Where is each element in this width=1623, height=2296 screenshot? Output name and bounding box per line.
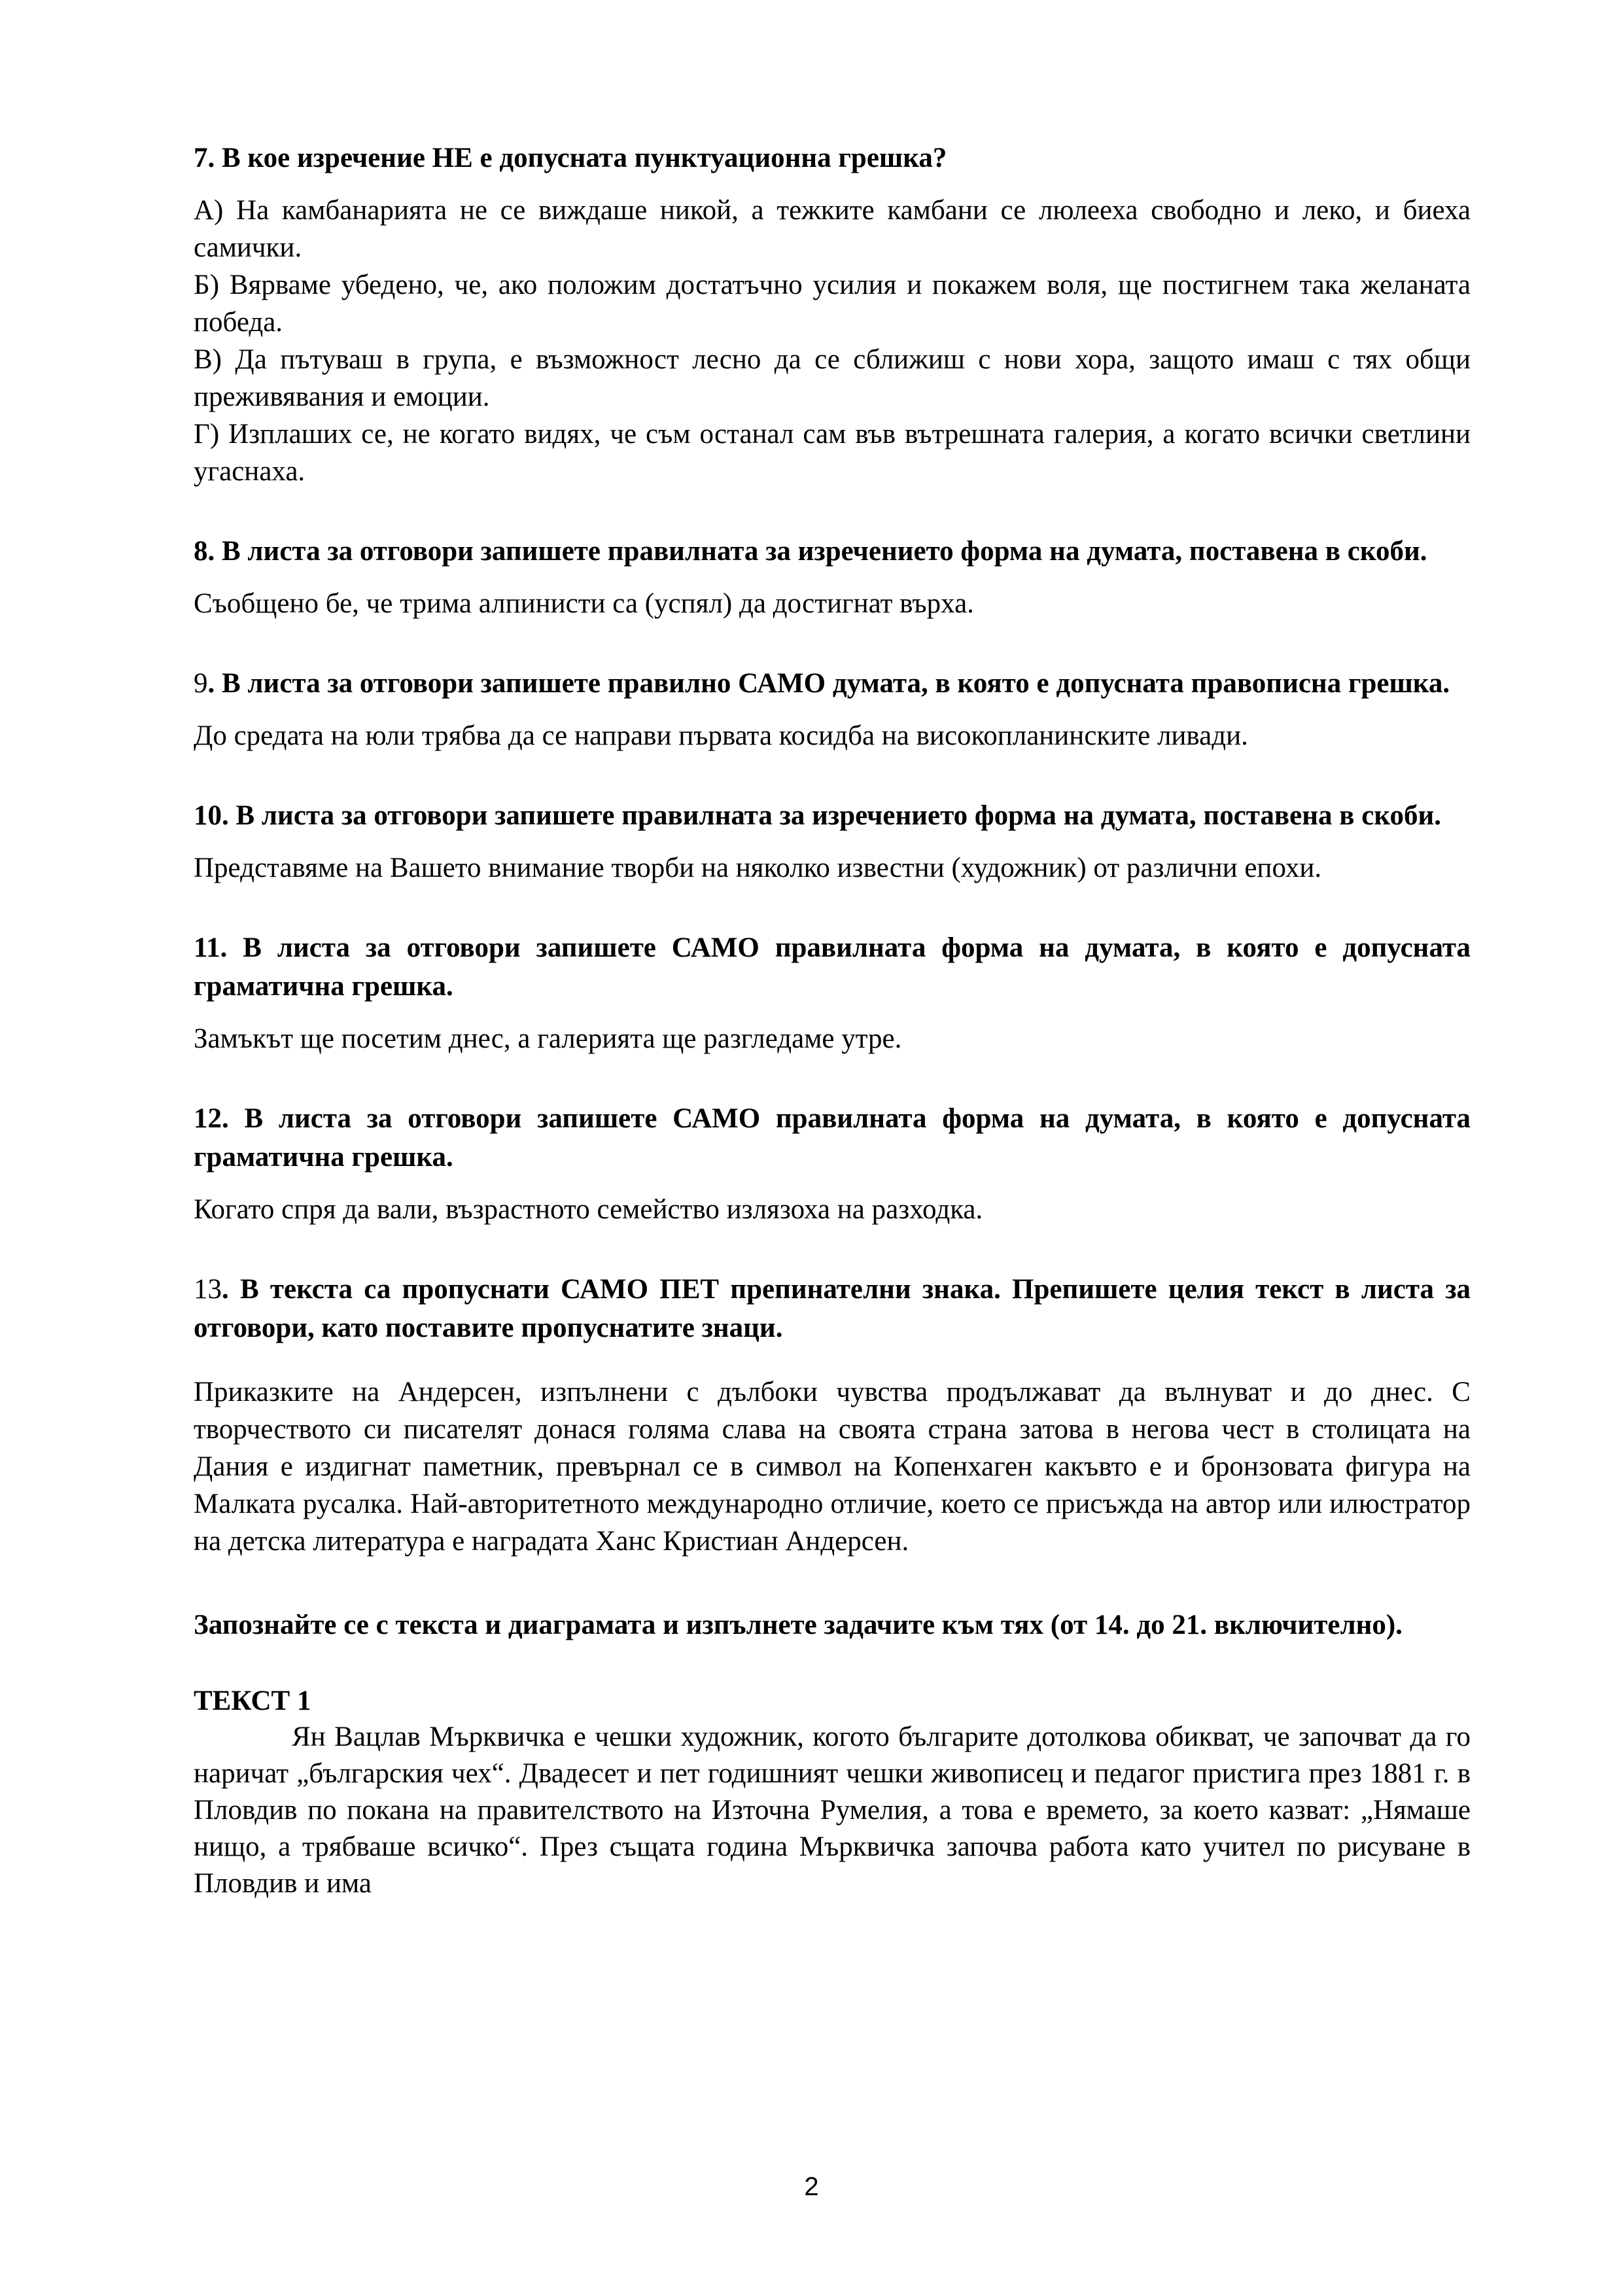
question-13-title [194, 1270, 1471, 1347]
question-8-title: 8. В листа за отговори запишете правилната за изречението форма на думата, поставена в скоби. [194, 536, 1427, 567]
question-12-sentence: Когато спря да вали, възрастното семейство излязоха на разходка. [194, 1194, 983, 1225]
question-13-passage: Приказките на Андерсен, изпълнени с дълбоки чувства продължават да вълнуват и до днес. С творчеството си писателят донася голяма слава на своята страна затова в негова чест в столицата на Дания е издигнат паметник, превърнал се в символ на Копенхаген какъвто е и бронзовата фигура на Малката русалка. Най-авторитетното международно отличие, което се присъжда на автор или илюстратор на детска литература е наградата Ханс Кристиан Андерсен. [194, 1377, 1471, 1557]
question-12-title: 12. В листа за отговори запишете САМО правилната форма на думата, в която е допусната граматична грешка. [194, 1103, 1471, 1173]
option-b: Б) Вярваме убедено, че, ако положим достатъчно усилия и покажем воля, ще постигнем така желаната победа. [194, 270, 1471, 338]
question-13-number: 13 [194, 1274, 222, 1305]
document-page [194, 98, 1471, 1902]
text-1-body: Ян Вацлав Мърквичка е чешки художник, когото българите дотолкова обикват, че започват да го наричат „българския чех“. Двадесет и пет годишният чешки живописец и педагог пристига през 1881 г. в Пловдив по покана на правителството на Източна Румелия, а това е времето, за което казват: „Нямаше нищо, а трябваше всичко“. През същата година Мърквичка започва работа като учител по рисуване в Пловдив и има [194, 1722, 1471, 1899]
question-9-instruction: . В листа за отговори запишете правилно САМО думата, в която е допусната правописна грешка. [207, 668, 1450, 699]
question-7-options [194, 192, 1471, 490]
option-d: Г) Изплаших се, не когато видях, че съм останал сам във вътрешната галерия, а когато всички светлини угаснаха. [194, 419, 1471, 487]
question-8-sentence: Съобщено бе, че трима алпинисти са (успял) да достигнат върха. [194, 588, 974, 619]
question-9-sentence: До средата на юли трябва да се направи първата косидба на високопланинските ливади. [194, 720, 1248, 751]
text-1-heading: ТЕКСТ 1 [194, 1686, 311, 1716]
option-c: В) Да пътуваш в група, е възможност лесно да се сближиш с нови хора, защото имаш с тях общи преживявания и емоции. [194, 344, 1471, 412]
question-11-sentence: Замъкът ще посетим днес, а галерията ще разгледаме утре. [194, 1023, 902, 1054]
question-10-sentence: Представяме на Вашето внимание творби на няколко известни (художник) от различни епохи. [194, 853, 1322, 883]
question-9-number: 9 [194, 668, 208, 699]
section-intro: Запознайте се с текста и диаграмата и изпълнете задачите към тях (от 14. до 21. включително). [194, 1610, 1403, 1640]
question-9-title [194, 664, 1471, 703]
question-10-title: 10. В листа за отговори запишете правилната за изречението форма на думата, поставена в скоби. [194, 800, 1442, 831]
page-number: 2 [804, 2172, 819, 2201]
question-11-title: 11. В листа за отговори запишете САМО правилната форма на думата, в която е допусната граматична грешка. [194, 932, 1471, 1002]
option-a: А) На камбанарията не се виждаше никой, а тежките камбани се люлееха свободно и леко, и биеха самички. [194, 195, 1471, 263]
question-7-title: 7. В кое изречение НЕ е допусната пунктуационна грешка? [194, 143, 947, 173]
question-13-instruction: . В текста са пропуснати САМО ПЕТ препинателни знака. Препишете целия текст в листа за отговори, като поставите пропуснатите знаци. [194, 1274, 1471, 1343]
